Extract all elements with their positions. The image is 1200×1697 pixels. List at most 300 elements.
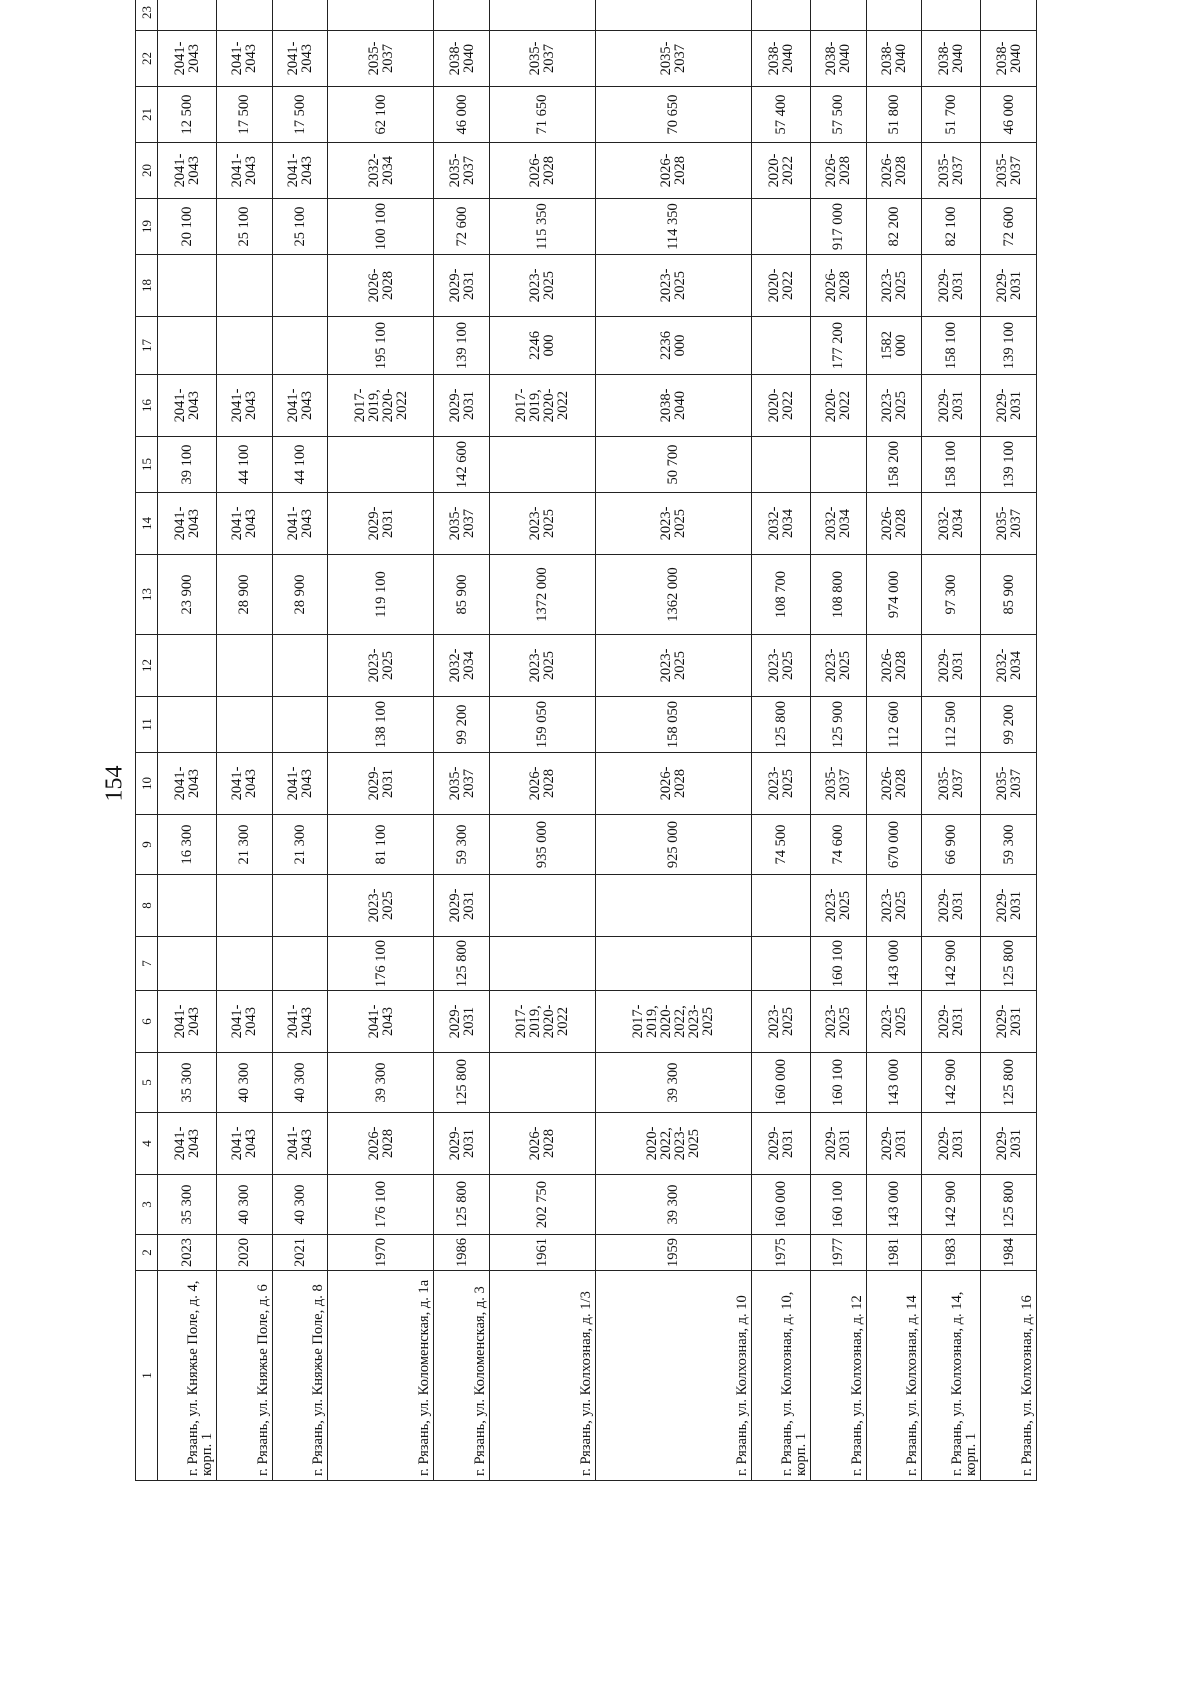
table-cell: 2041- 2043 [217,991,273,1053]
table-cell: 202 750 [489,1175,595,1235]
table-cell: 176 100 [328,1175,434,1235]
table-cell: 2032- 2034 [328,143,434,199]
table-cell [328,437,434,493]
table-cell: 2029- 2031 [328,753,434,815]
column-number: 18 [136,255,158,317]
table-cell: 2029- 2031 [922,375,981,437]
table-cell: 39 300 [328,1053,434,1113]
table-cell: 125 800 [434,1175,490,1235]
table-cell: 2029- 2031 [981,375,1037,437]
table-row [158,0,217,1481]
table-cell: 2029- 2031 [922,255,981,317]
table-cell [751,317,810,375]
table-cell: 59 300 [981,815,1037,875]
table-cell: 139 100 [981,317,1037,375]
table-cell: 2029- 2031 [866,1113,922,1175]
repair-schedule-table [135,0,1037,1481]
table-cell: 2041- 2043 [158,493,217,555]
table-cell: 85 900 [981,555,1037,635]
table-cell: 142 900 [922,1053,981,1113]
address-cell: г. Рязань, ул. Княжье Поле, д. 8 [272,1271,328,1481]
table-cell [158,875,217,937]
column-number: 17 [136,317,158,375]
table-cell: 2023- 2025 [489,255,595,317]
table-cell: 158 100 [922,437,981,493]
table-cell [595,937,751,991]
table-cell: 2041- 2043 [272,31,328,87]
table-cell: 177 200 [810,317,866,375]
table-cell: 1372 000 [489,555,595,635]
table-row [217,0,273,1481]
table-cell: 23 900 [158,555,217,635]
table-row [328,0,434,1481]
table-cell: 2029- 2031 [922,1113,981,1175]
table-cell: 2020- 2022 [751,143,810,199]
table-cell [272,0,328,31]
table-cell: 2035- 2037 [595,31,751,87]
column-number: 9 [136,815,158,875]
table-cell: 2026- 2028 [810,255,866,317]
table-cell: 160 000 [751,1053,810,1113]
column-number: 2 [136,1235,158,1271]
column-number: 22 [136,31,158,87]
table-cell: 81 100 [328,815,434,875]
table-cell: 2023- 2025 [595,493,751,555]
table-cell: 44 100 [217,437,273,493]
column-number-row [136,0,158,1481]
table-cell [217,317,273,375]
table-cell: 2023- 2025 [595,635,751,697]
table-cell [158,635,217,697]
table-cell: 82 100 [922,199,981,255]
table-cell: 2041- 2043 [272,753,328,815]
table-cell: 99 200 [434,697,490,753]
table-cell [751,199,810,255]
table-cell: 195 100 [328,317,434,375]
table-cell: 85 900 [434,555,490,635]
table-cell: 2035- 2037 [489,31,595,87]
table-row [922,0,981,1481]
table-cell: 2023- 2025 [810,991,866,1053]
table-cell: 125 800 [981,937,1037,991]
table-cell: 74 500 [751,815,810,875]
column-number: 3 [136,1175,158,1235]
table-cell: 2041- 2043 [217,143,273,199]
table-cell: 2029- 2031 [810,1113,866,1175]
address-cell: г. Рязань, ул. Колхозная, д. 14, корп. 1 [922,1271,981,1481]
table-cell: 39 300 [595,1175,751,1235]
table-cell: 2023- 2025 [328,635,434,697]
table-cell: 2041- 2043 [158,31,217,87]
table-cell: 125 800 [981,1175,1037,1235]
table-cell: 2041- 2043 [272,493,328,555]
column-number: 12 [136,635,158,697]
table-cell: 1362 000 [595,555,751,635]
table-cell: 2023- 2025 [328,875,434,937]
table-cell: 2041- 2043 [272,375,328,437]
table-cell: 20 100 [158,199,217,255]
table-cell: 2023- 2025 [489,493,595,555]
table-cell: 1983 [922,1235,981,1271]
table-cell [217,0,273,31]
table-cell: 2032- 2034 [981,635,1037,697]
table-cell: 40 300 [272,1053,328,1113]
table-cell: 2029- 2031 [981,991,1037,1053]
table-cell: 2236 000 [595,317,751,375]
table-cell: 2041- 2043 [217,375,273,437]
table-cell: 2026- 2028 [328,255,434,317]
table-cell: 112 600 [866,697,922,753]
table-cell: 66 900 [922,815,981,875]
table-cell: 2041- 2043 [272,1113,328,1175]
table-cell [751,0,810,31]
table-cell: 2035- 2037 [810,753,866,815]
table-cell: 2026- 2028 [595,143,751,199]
table-cell: 2035- 2037 [328,31,434,87]
table-cell: 2026- 2028 [866,753,922,815]
table-cell: 2020 [217,1235,273,1271]
address-cell: г. Рязань, ул. Колхозная, д. 14 [866,1271,922,1481]
column-number: 8 [136,875,158,937]
address-cell: г. Рязань, ул. Княжье Поле, д. 6 [217,1271,273,1481]
table-cell: 2029- 2031 [981,1113,1037,1175]
table-cell: 2029- 2031 [751,1113,810,1175]
table-cell: 2026- 2028 [595,753,751,815]
table-cell: 99 200 [981,697,1037,753]
table-cell [272,255,328,317]
address-cell: г. Рязань, ул. Колхозная, д. 1/3 [489,1271,595,1481]
table-cell [751,937,810,991]
table-cell: 21 300 [272,815,328,875]
column-number: 10 [136,753,158,815]
table-cell: 139 100 [434,317,490,375]
table-cell [272,635,328,697]
column-number: 11 [136,697,158,753]
table-cell [217,697,273,753]
table-cell [751,437,810,493]
table-cell: 2041- 2043 [217,31,273,87]
page-number: 154 [101,765,128,802]
table-cell: 2017- 2019, 2020- 2022, 2023- 2025 [595,991,751,1053]
column-number: 6 [136,991,158,1053]
table-cell: 2041- 2043 [158,375,217,437]
column-number: 16 [136,375,158,437]
table-cell: 35 300 [158,1053,217,1113]
table-cell [489,437,595,493]
table-cell: 12 500 [158,87,217,143]
table-cell: 2023- 2025 [810,875,866,937]
table-cell: 1959 [595,1235,751,1271]
table-cell: 2026- 2028 [866,143,922,199]
table-cell [158,0,217,31]
table-cell: 2029- 2031 [922,635,981,697]
address-cell: г. Рязань, ул. Коломенская, д. 1а [328,1271,434,1481]
table-cell: 2023- 2025 [595,255,751,317]
table-cell: 143 000 [866,1053,922,1113]
table-cell: 21 300 [217,815,273,875]
table-cell: 2038- 2040 [595,375,751,437]
table-cell [595,875,751,937]
table-cell: 46 000 [434,87,490,143]
rotated-table-container [135,6,1037,1481]
table-cell: 97 300 [922,555,981,635]
table-cell: 2029- 2031 [981,255,1037,317]
table-cell: 28 900 [272,555,328,635]
table-cell [489,1053,595,1113]
table-cell [217,937,273,991]
table-cell: 142 900 [922,937,981,991]
table-cell: 39 100 [158,437,217,493]
table-cell: 1977 [810,1235,866,1271]
table-cell: 2026- 2028 [489,1113,595,1175]
table-cell: 2035- 2037 [922,143,981,199]
table-cell: 44 100 [272,437,328,493]
table-row [981,0,1037,1481]
table-cell: 2038- 2040 [922,31,981,87]
table-cell [158,937,217,991]
table-cell: 2035- 2037 [434,753,490,815]
table-cell: 51 800 [866,87,922,143]
table-cell: 2029- 2031 [328,493,434,555]
column-number: 19 [136,199,158,255]
table-cell: 2023- 2025 [866,991,922,1053]
table-cell: 72 600 [981,199,1037,255]
table-cell: 160 100 [810,937,866,991]
table-cell [272,875,328,937]
table-cell: 2026- 2028 [866,493,922,555]
table-cell: 2029- 2031 [922,875,981,937]
table-cell: 125 800 [434,1053,490,1113]
table-cell: 1975 [751,1235,810,1271]
table-cell [751,875,810,937]
table-cell [595,0,751,31]
table-cell: 2029- 2031 [922,991,981,1053]
table-cell: 70 650 [595,87,751,143]
table-cell: 1981 [866,1235,922,1271]
address-cell: г. Рязань, ул. Коломенская, д. 3 [434,1271,490,1481]
table-cell: 2032- 2034 [810,493,866,555]
table-cell: 72 600 [434,199,490,255]
column-number: 5 [136,1053,158,1113]
table-cell [217,875,273,937]
table-cell: 2020- 2022 [751,255,810,317]
address-cell: г. Рязань, ул. Колхозная, д. 16 [981,1271,1037,1481]
table-cell: 2029- 2031 [981,875,1037,937]
table-cell: 50 700 [595,437,751,493]
table-cell: 59 300 [434,815,490,875]
table-cell: 2020- 2022 [751,375,810,437]
table-cell [158,697,217,753]
table-cell [217,255,273,317]
table-cell: 71 650 [489,87,595,143]
column-number: 23 [136,0,158,31]
table-cell: 25 100 [272,199,328,255]
table-cell: 2246 000 [489,317,595,375]
table-cell: 25 100 [217,199,273,255]
table-cell: 119 100 [328,555,434,635]
table-cell: 2029- 2031 [434,991,490,1053]
table-cell: 2026- 2028 [489,753,595,815]
table-cell: 176 100 [328,937,434,991]
table-cell [272,937,328,991]
table-cell: 74 600 [810,815,866,875]
table-cell: 1961 [489,1235,595,1271]
table-cell: 62 100 [328,87,434,143]
table-cell: 2041- 2043 [217,1113,273,1175]
table-cell: 2041- 2043 [328,991,434,1053]
address-cell: г. Рязань, ул. Колхозная, д. 10, корп. 1 [751,1271,810,1481]
table-cell [158,255,217,317]
table-cell: 2035- 2037 [981,493,1037,555]
table-cell: 57 400 [751,87,810,143]
column-number: 14 [136,493,158,555]
table-cell [217,635,273,697]
table-cell: 2035- 2037 [981,143,1037,199]
table-cell: 2020- 2022 [810,375,866,437]
table-row [810,0,866,1481]
table-cell: 143 000 [866,937,922,991]
column-number: 21 [136,87,158,143]
table-cell [489,937,595,991]
table-cell [866,0,922,31]
table-cell: 115 350 [489,199,595,255]
table-cell: 1986 [434,1235,490,1271]
table-cell: 28 900 [217,555,273,635]
table-cell: 159 050 [489,697,595,753]
table-cell: 2023- 2025 [866,375,922,437]
table-cell [981,0,1037,31]
table-cell: 670 000 [866,815,922,875]
table-cell: 39 300 [595,1053,751,1113]
table-cell: 2023- 2025 [489,635,595,697]
table-row [751,0,810,1481]
column-number: 4 [136,1113,158,1175]
table-cell: 17 500 [272,87,328,143]
table-cell: 158 100 [922,317,981,375]
table-cell: 2023 [158,1235,217,1271]
table-cell: 935 000 [489,815,595,875]
table-cell: 2023- 2025 [751,753,810,815]
table-row [272,0,328,1481]
table-row [866,0,922,1481]
table-cell: 2023- 2025 [866,255,922,317]
table-cell: 125 800 [981,1053,1037,1113]
table-cell [158,317,217,375]
table-cell: 125 800 [751,697,810,753]
table-cell: 2029- 2031 [434,1113,490,1175]
table-cell: 125 800 [434,937,490,991]
table-cell: 16 300 [158,815,217,875]
table-cell: 2035- 2037 [434,493,490,555]
table-row [595,0,751,1481]
table-cell: 114 350 [595,199,751,255]
table-cell: 2032- 2034 [922,493,981,555]
table-cell: 2041- 2043 [158,753,217,815]
table-cell: 40 300 [272,1175,328,1235]
table-cell: 2041- 2043 [158,143,217,199]
table-cell: 2023- 2025 [751,991,810,1053]
table-cell: 2026- 2028 [489,143,595,199]
table-cell: 1984 [981,1235,1037,1271]
table-cell: 2021 [272,1235,328,1271]
table-cell: 35 300 [158,1175,217,1235]
table-cell: 2038- 2040 [434,31,490,87]
column-number: 7 [136,937,158,991]
table-cell: 2029- 2031 [434,375,490,437]
table-row [489,0,595,1481]
table-cell: 17 500 [217,87,273,143]
table-cell [489,0,595,31]
address-cell: г. Рязань, ул. Колхозная, д. 10 [595,1271,751,1481]
table-cell: 2017- 2019, 2020- 2022 [489,991,595,1053]
table-cell: 138 100 [328,697,434,753]
table-cell [272,317,328,375]
table-cell: 139 100 [981,437,1037,493]
table-cell: 917 000 [810,199,866,255]
table-cell: 2038- 2040 [866,31,922,87]
table-cell: 160 100 [810,1053,866,1113]
table-cell: 2026- 2028 [866,635,922,697]
table-cell: 2041- 2043 [158,991,217,1053]
table-cell: 143 000 [866,1175,922,1235]
table-cell: 46 000 [981,87,1037,143]
table-row [434,0,490,1481]
table-cell [328,0,434,31]
table-cell: 1970 [328,1235,434,1271]
table-cell: 51 700 [922,87,981,143]
table-cell: 2026- 2028 [328,1113,434,1175]
table-cell: 108 800 [810,555,866,635]
table-cell [810,437,866,493]
table-cell: 2032- 2034 [751,493,810,555]
table-cell [810,0,866,31]
table-cell: 2035- 2037 [922,753,981,815]
table-cell: 2020- 2022, 2023- 2025 [595,1113,751,1175]
table-cell: 2041- 2043 [272,991,328,1053]
table-cell: 2023- 2025 [810,635,866,697]
column-number: 1 [136,1271,158,1481]
table-cell: 2035- 2037 [434,143,490,199]
table-cell: 2023- 2025 [866,875,922,937]
table-cell: 108 700 [751,555,810,635]
column-number: 15 [136,437,158,493]
table-cell: 40 300 [217,1053,273,1113]
table-cell: 2017- 2019, 2020- 2022 [489,375,595,437]
table-cell [434,0,490,31]
table-cell: 112 500 [922,697,981,753]
table-cell: 158 200 [866,437,922,493]
table-cell: 125 900 [810,697,866,753]
address-cell: г. Рязань, ул. Княжье Поле, д. 4, корп. 1 [158,1271,217,1481]
table-cell: 2017- 2019, 2020- 2022 [328,375,434,437]
table-cell: 2023- 2025 [751,635,810,697]
table-cell: 142 600 [434,437,490,493]
table-cell [922,0,981,31]
table-cell: 158 050 [595,697,751,753]
column-number: 13 [136,555,158,635]
table-cell: 100 100 [328,199,434,255]
table-cell: 142 900 [922,1175,981,1235]
table-cell: 2026- 2028 [810,143,866,199]
table-cell: 82 200 [866,199,922,255]
address-cell: г. Рязань, ул. Колхозная, д. 12 [810,1271,866,1481]
table-cell [272,697,328,753]
table-cell: 2038- 2040 [751,31,810,87]
table-cell: 2029- 2031 [434,875,490,937]
table-cell: 974 000 [866,555,922,635]
table-cell: 160 100 [810,1175,866,1235]
table-cell: 925 000 [595,815,751,875]
